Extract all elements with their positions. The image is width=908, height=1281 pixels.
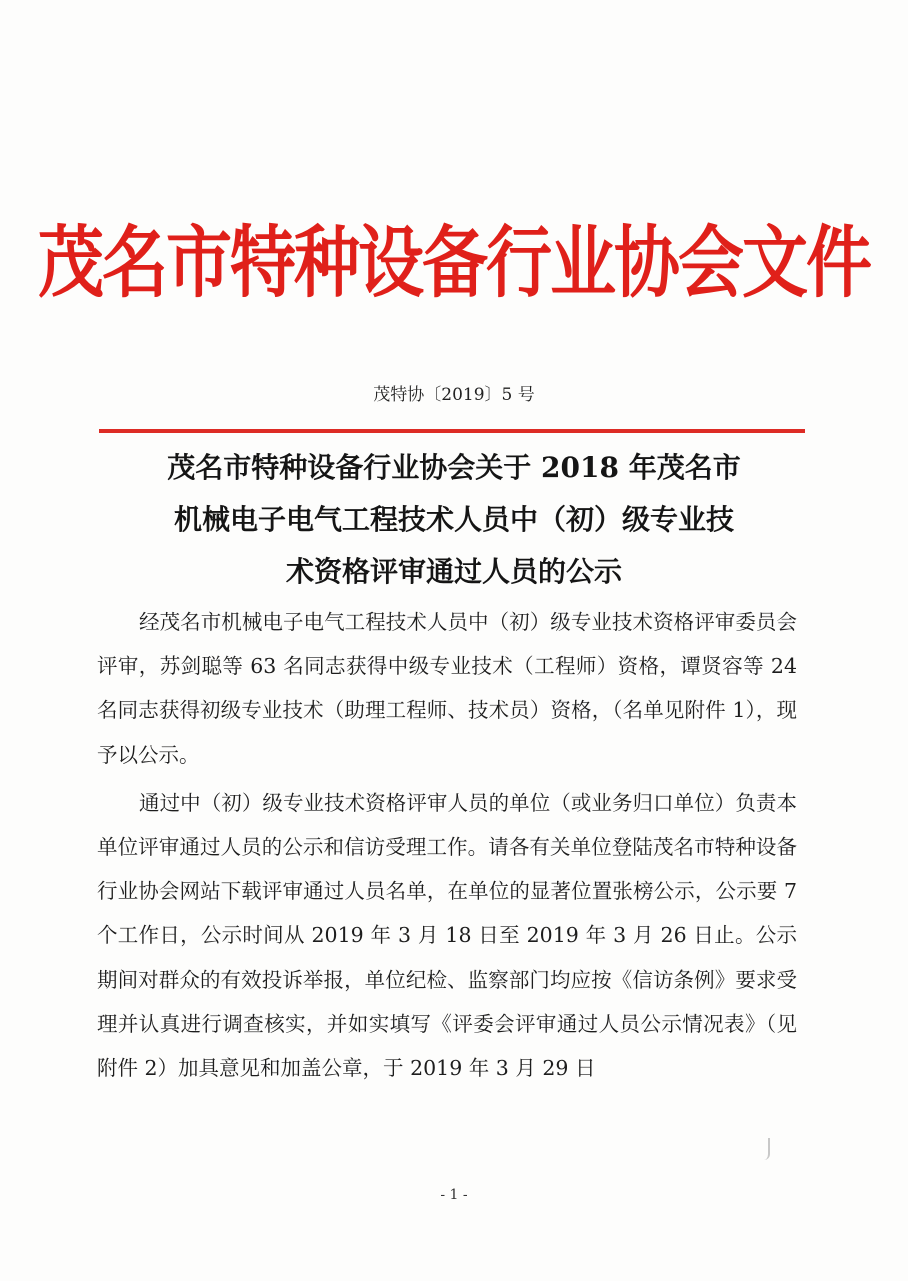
document-body bbox=[97, 600, 797, 1094]
document-number: 茂特协〔2019〕5 号 bbox=[373, 385, 535, 405]
page-number: - 1 - bbox=[440, 1187, 468, 1203]
title-line-2: 机械电子电气工程技术人员中（初）级专业技 bbox=[173, 503, 734, 536]
body-paragraph-2: 通过中（初）级专业技术资格评审人员的单位（或业务归口单位）负责本单位评审通过人员的公示和信访受理工作。请各有关单位登陆茂名市特种设备行业协会网站下载评审通过人员名单，在单位的显著位置张榜公示，公示要 7 个工作日，公示时间从 2019 年 3 月 18 日至 2019 年 3 月 26 日止。公示期间对群众的有效投诉举报，单位纪检、监察部门均应按《信访条例》要求受理并认真进行调查核实，并如实填写《评委会评审通过人员公示情况表》（见附件 2）加具意见和加盖公章，于 2019 年 3 月 29 日 bbox=[97, 790, 797, 1081]
org-header-title: 茂名市特种设备行业协会文件 bbox=[38, 217, 870, 309]
red-divider-line bbox=[99, 429, 805, 433]
document-title bbox=[60, 442, 848, 598]
title-line-3: 术资格评审通过人员的公示 bbox=[285, 555, 622, 588]
body-paragraph-1: 经茂名市机械电子电气工程技术人员中（初）级专业技术资格评审委员会评审，苏剑聪等 63 名同志获得中级专业技术（工程师）资格，谭贤容等 24 名同志获得初级专业技术（助理工程师、技术员）资格，（名单见附件 1），现予以公示。 bbox=[97, 610, 797, 767]
scan-mark bbox=[762, 1138, 770, 1160]
title-line-1: 茂名市特种设备行业协会关于 2018 年茂名市 bbox=[167, 451, 741, 484]
